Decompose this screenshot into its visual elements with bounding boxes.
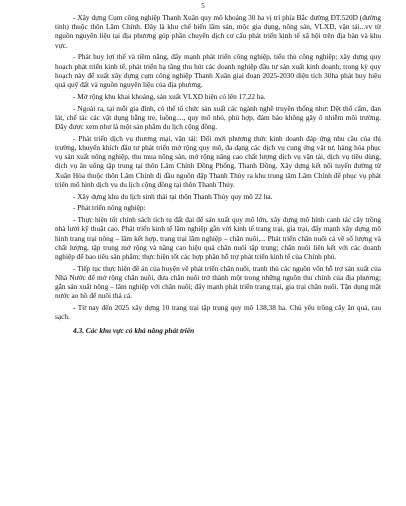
- paragraph-agriculture-heading: - Phát triển nông nghiệp:: [73, 203, 146, 213]
- section-heading: 4.3. Các khu vực có khả năng phát triển: [73, 325, 195, 335]
- page-number: 5: [201, 2, 205, 10]
- paragraph-industrial-cluster: - Xây dựng Cụm công nghiệp Thanh Xuân quy mô khoảng 30 ha vị trí phía Bắc đường ĐT.520D (đường tỉnh) thuộc thôn Lâm Chính. Đây là khu chế biến lâm sản, mộc gia dụng, nông sản, VLXD, vận tải...vv từ nguồn nguyên liệu tại địa phương góp phần chuyển dịch cơ cấu phát triển kinh tế xã hội trên địa bàn và khu vực.: [55, 13, 381, 50]
- paragraph-industry-development: - Phát huy lợi thế và tiềm năng, đẩy mạnh phát triển công nghiệp, tiểu thủ công nghiệp; xây dựng quy hoạch phát triển kinh tế, phát triển hạ tầng thu hút các doanh nghiệp đầu tư sản xuất kinh doanh, trong kỳ quy hoạch này để xuất xây dựng cụm công nghiệp Thanh Xuân giai đoạn 2025-2030 diện tích 30ha phát huy hiệu quả quỹ đất và nguồn nguyên liệu của địa phương.: [55, 52, 381, 90]
- paragraph-farms-2025: - Từ nay đến 2025 xây dựng 10 trang trại tập trung quy mô 138,38 ha. Chủ yếu trồng cây ăn quả, rau sạch.: [55, 303, 381, 322]
- document-body: [55, 13, 381, 335]
- paragraph-eco-tourism: - Xây dựng khu du lịch sinh thái tại thôn Thanh Thủy quy mô 22 ha.: [73, 191, 273, 201]
- paragraph-traditional-crafts: - Ngoài ra, tại mỗi gia đình, có thể tổ chức sản xuất các ngành nghề truyền thống như: Dệt thổ cẩm, đan lát, chế tác các vật dụng bằng tre, luồng...., quy mô nhỏ, phù hợp, đảm bảo không gây ô nhiễm môi trường. Đây được xem như là một sản phẩm du lịch cộng đồng.: [55, 103, 381, 132]
- paragraph-trade-services: - Phát triển dịch vụ thương mại, vận tải: Đổi mới phương thức kinh doanh đáp ứng nhu cầu của thị trường, khuyến khích đầu tư phát triển mở rộng quy mô, đa dạng các dịch vụ cung ứng vật tư, hàng hóa phục vụ sản xuất nông nghiệp, thu mua nông sản, mở rộng nâng cao chất lượng dịch vụ vận tải, dịch vụ tiêu dùng, dịch vụ ăn uống tập trung tại thôn Lâm Chính Đồng Phống, Thanh Đồng. Xây dựng kết nối tuyến đường từ Xuân Hòa thuộc thôn Lâm Chính đi đầu nguồn đập Thanh Thủy ra khu trung tâm Lâm Chính để phục vụ phát triển mô hình dịch vụ du lịch cộng đồng tại thôn Thanh Thủy.: [55, 133, 381, 189]
- paragraph-livestock: - Tiếp tục thực hiện đề án của huyện về phát triển chăn nuôi, tranh thủ các nguồn vốn hỗ trợ sản xuất của Nhà Nước để mở rộng chăn nuôi, đưa chăn nuôi trở thành một trong những nguồn thu chính của địa phương; gắn sản xuất nông – lâm nghiệp với chăn nuôi; đẩy mạnh phát triển trang trại, gia trại chăn nuôi. Tận dụng mặt nước ao hồ để nuôi thả cá.: [55, 263, 381, 301]
- paragraph-mining-expansion: - Mở rộng khu khai khoáng, sản xuất VLXD hiện có lên 17,22 ha.: [73, 91, 266, 101]
- paragraph-land-policy: - Thực hiện tốt chính sách tích tụ đất đai để sản xuất quy mô lớn, xây dựng mô hình canh tác cây trồng nhà lưới kỹ thuật cao. Phát triển kinh tế lâm nghiệp gắn với kinh tế trang trại, gia trại, đẩy mạnh xây dựng mô hình trang trại nông – lâm kết hợp, trang trại lâm nghiệp – chăn nuôi,... Phát triển chăn nuôi cả về số lượng và chất lượng, tập trung mở rộng và nâng cao hiệu quả chăn nuôi tập trung; chăn nuôi liên kết với các doanh nghiệp để bao tiêu sản phẩm; thực hiện tốt các hợp phần hỗ trợ phát triển kinh tế của Chính phủ.: [55, 215, 381, 262]
